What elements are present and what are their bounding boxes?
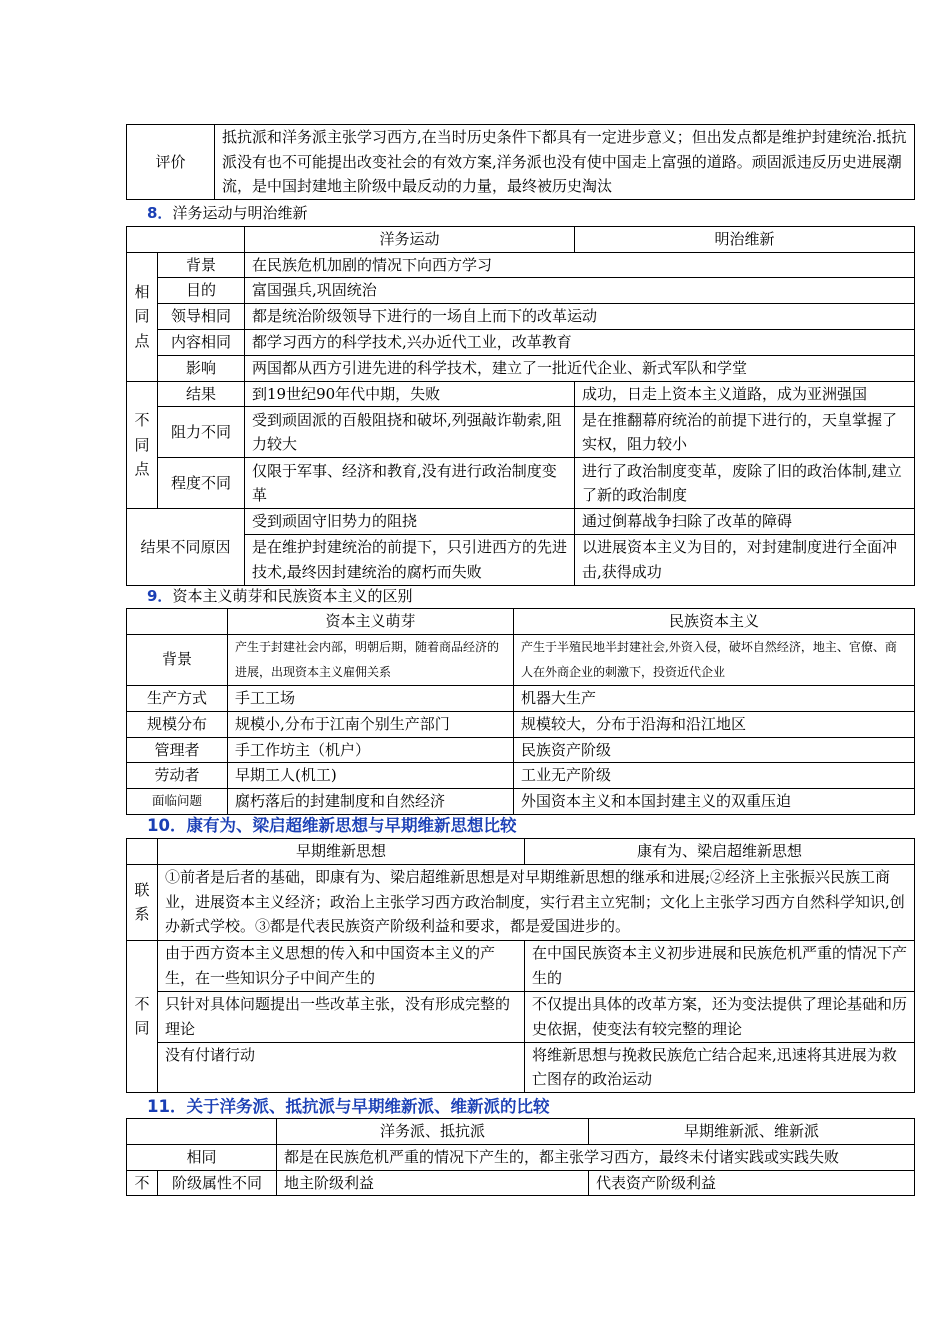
table-cell: 以进展资本主义为目的，对封建制度进行全面冲击,获得成功 [575,534,915,585]
section-10-heading: 10．康有为、梁启超维新思想与早期维新思想比较 [147,816,517,835]
col-header: 洋务派、抵抗派 [277,1119,589,1145]
table-cell: 通过倒幕战争扫除了改革的障碍 [575,509,915,535]
col-header: 康有为、梁启超维新思想 [525,839,915,865]
row-group-label: 联系 [127,864,158,940]
col-header: 资本主义萌芽 [228,609,514,635]
table-cell: 都是统治阶级领导下进行的一场自上而下的改革运动 [245,304,915,330]
table-cell: 代表资产阶级利益 [589,1170,915,1196]
section-9-table [126,608,915,815]
table-cell: 只针对具体问题提出一些改革主张，没有形成完整的理论 [158,991,525,1042]
table-cell: 产生于封建社会内部，明朝后期，随着商品经济的进展，出现资本主义雇佣关系 [228,634,514,685]
table-cell: ①前者是后者的基础，即康有为、梁启超维新思想是对早期维新思想的继承和进展;②经济上主张振兴民族工商业，进展资本主义经济；政治上主张学习西方政治制度，实行君主立宪制；文化上主张学习西方自然科学知识,创办新式学校。③都是代表民族资产阶级利益和要求，都是爱国进步的。 [158,864,915,940]
table-cell: 早期工人(机工) [228,763,514,789]
table-cell: 进行了政治制度变革，废除了旧的政治体制,建立了新的政治制度 [575,458,915,509]
row-label: 劳动者 [127,763,228,789]
section-8-heading [147,203,307,223]
table-cell: 到19世纪90年代中期，失败 [245,381,575,407]
section-10-table [126,838,915,1093]
table-cell: 手工工场 [228,685,514,711]
row-label: 背景 [158,252,245,278]
section-9-heading [147,586,412,606]
row-label: 相同 [127,1144,277,1170]
col-header: 早期维新思想 [158,839,525,865]
section-9-number: 9． [147,587,173,605]
row-label: 面临问题 [127,789,228,815]
table-cell: 手工作坊主（机户） [228,737,514,763]
row-label: 目的 [158,278,245,304]
row-label: 结果 [158,381,245,407]
table-cell: 富国强兵,巩固统治 [245,278,915,304]
table-cell: 受到顽固派的百般阻挠和破坏,列强敲诈勒索,阻力较大 [245,407,575,458]
table-cell: 民族资产阶级 [514,737,915,763]
section-11-table [126,1118,915,1196]
table-cell: 规模较大，分布于沿海和沿江地区 [514,711,915,737]
table-cell: 工业无产阶级 [514,763,915,789]
table-cell: 是在维护封建统治的前提下，只引进西方的先进技术,最终因封建统治的腐朽而失败 [245,534,575,585]
row-group-label: 不同 [127,940,158,1092]
table-cell: 规模小,分布于江南个别生产部门 [228,711,514,737]
row-label: 阻力不同 [158,407,245,458]
row-group-label: 不同点 [127,381,158,509]
row-label: 程度不同 [158,458,245,509]
table-cell: 仅限于军事、经济和教育,没有进行政治制度变革 [245,458,575,509]
row-label: 影响 [158,355,245,381]
table-cell: 是在推翻幕府统治的前提下进行的，天皇掌握了实权，阻力较小 [575,407,915,458]
table-cell: 由于西方资本主义思想的传入和中国资本主义的产生，在一些知识分子中间产生的 [158,940,525,991]
section-8-number: 8． [147,204,173,222]
row-label: 内容相同 [158,330,245,356]
table-cell: 受到顽固守旧势力的阻挠 [245,509,575,535]
section-9-title: 资本主义萌芽和民族资本主义的区别 [172,587,413,605]
row-group-label: 不 [127,1170,158,1196]
row-label: 管理者 [127,737,228,763]
row-label: 阶级属性不同 [158,1170,277,1196]
row-label: 背景 [127,634,228,685]
table-cell: 产生于半殖民地半封建社会,外资入侵，破坏自然经济，地主、官僚、商人在外商企业的刺激下，投资近代企业 [514,634,915,685]
table-cell: 机器大生产 [514,685,915,711]
section-8-title: 洋务运动与明治维新 [172,204,308,222]
table-cell: 不仅提出具体的改革方案，还为变法提供了理论基础和历史依据，使变法有较完整的理论 [525,991,915,1042]
table-cell: 腐朽落后的封建制度和自然经济 [228,789,514,815]
evaluation-table [126,124,915,200]
table-cell: 成功，日走上资本主义道路，成为亚洲强国 [575,381,915,407]
col-header: 早期维新派、维新派 [589,1119,915,1145]
section-11-heading: 11．关于洋务派、抵抗派与早期维新派、维新派的比较 [147,1097,550,1116]
col-header: 洋务运动 [245,227,575,253]
table-cell: 将维新思想与挽救民族危亡结合起来,迅速将其进展为救亡图存的政治运动 [525,1042,915,1092]
row-label: 生产方式 [127,685,228,711]
table-cell: 在中国民族资本主义初步进展和民族危机严重的情况下产生的 [525,940,915,991]
col-header: 明治维新 [575,227,915,253]
table-cell: 两国都从西方引进先进的科学技术，建立了一批近代企业、新式军队和学堂 [245,355,915,381]
col-header: 民族资本主义 [514,609,915,635]
table-cell: 都学习西方的科学技术,兴办近代工业，改革教育 [245,330,915,356]
eval-label: 评价 [127,125,215,200]
table-cell: 在民族危机加剧的情况下向西方学习 [245,252,915,278]
row-label: 规模分布 [127,711,228,737]
table-cell: 外国资本主义和本国封建主义的双重压迫 [514,789,915,815]
eval-text: 抵抗派和洋务派主张学习西方,在当时历史条件下都具有一定进步意义；但出发点都是维护封建统治.抵抗派没有也不可能提出改变社会的有效方案,洋务派也没有使中国走上富强的道路。顽固派违反历史进展潮流，是中国封建地主阶级中最反动的力量，最终被历史淘汰 [215,125,915,200]
section-8-table [126,226,915,586]
table-cell: 没有付诸行动 [158,1042,525,1092]
row-group-label: 相同点 [127,252,158,381]
row-label: 领导相同 [158,304,245,330]
table-cell: 都是在民族危机严重的情况下产生的，都主张学习西方，最终未付诸实践或实践失败 [277,1144,915,1170]
table-cell: 地主阶级利益 [277,1170,589,1196]
row-label: 结果不同原因 [127,509,245,586]
